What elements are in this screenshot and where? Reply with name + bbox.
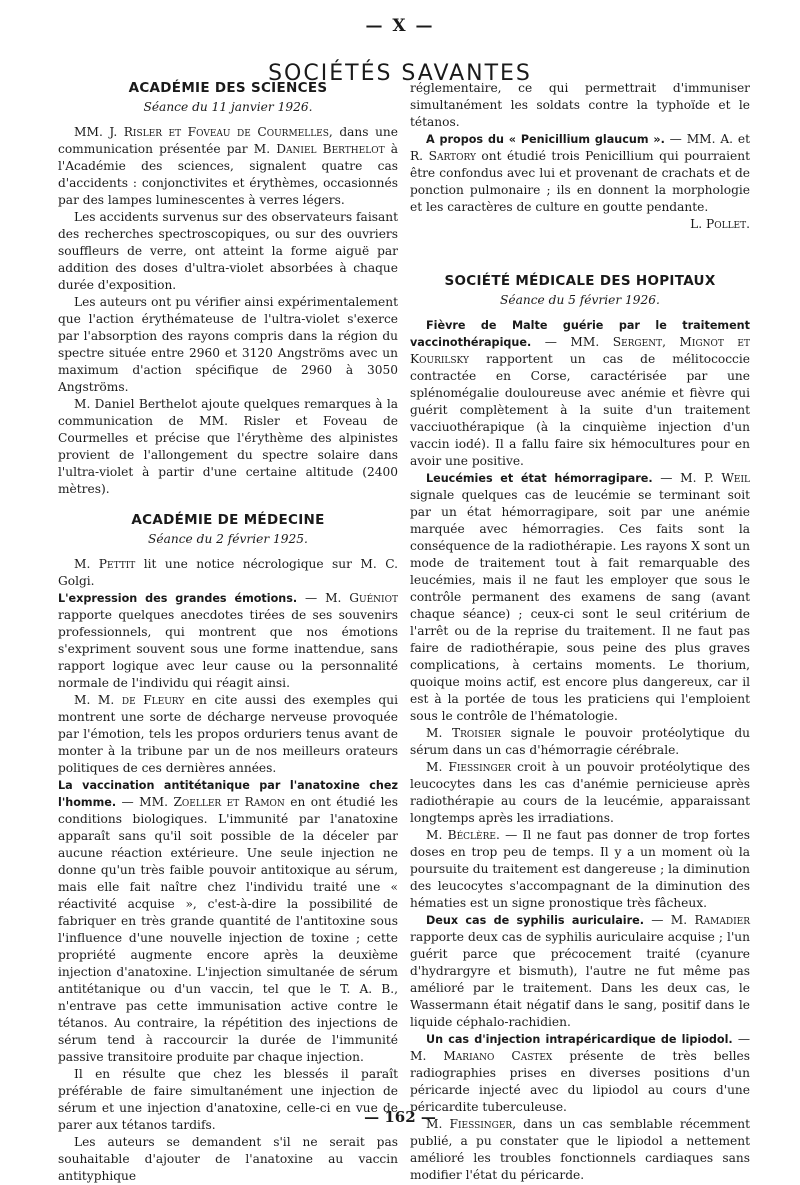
topic-heading: Leucémies et état hémorragipare. <box>426 472 653 485</box>
author-name: Daniel Berthelot <box>276 142 385 156</box>
author-names: MM. J. Risler et Foveau de Courmelles, <box>74 125 333 139</box>
topic-heading: Deux cas de syphilis auriculaire. <box>426 914 644 927</box>
paragraph <box>58 692 398 777</box>
author-name: Mariano Castex <box>443 1049 553 1063</box>
author-name: Guéniot <box>349 591 398 605</box>
paragraph <box>410 1031 750 1116</box>
paragraph <box>410 912 750 1031</box>
paragraph <box>58 777 398 1066</box>
author-name: M. Fiessinger <box>426 760 512 774</box>
text: signale quelques cas de leucémie se terminant soit par un état hémorragipare, soit par une anémie marquée avec hémorragies. Ces faits sont la conséquence de la radiothérapie. Les rayons X sont un mode de traitement tout à fait remarquable des leucémies, mais il ne faut les employer que sous le contrôle permanent des examens de sang (avant chaque séance) ; ceux-ci sont le seul critérium de l'arrêt ou de la reprise du traitement. Il ne faut pas faire de radiothérapie, sous peine des plus graves complications, à certains moments. Le thorium, quoique moins actif, est encore plus dangereux, car il est à la portée de tous les praticiens qui l'emploient sous le contrôle de l'hématologie. <box>410 488 750 723</box>
text: croit à un pouvoir protéolytique des leucocytes dans les cas d'anémie pernicieuse après radiothérapie au cours de la leucémie, apparaissant longtemps après les irradiations. <box>410 760 750 825</box>
text: — MM. <box>116 795 174 809</box>
topic-heading: La vaccination antitétanique par l'anatoxine chez l'homme. <box>58 779 398 809</box>
text: — M. <box>410 1032 751 1063</box>
text: — M. P. <box>652 471 722 485</box>
paragraph <box>410 470 750 725</box>
author-name: Ramadier <box>694 913 750 927</box>
signature: L. Pollet. <box>690 217 750 231</box>
paragraph <box>410 725 750 759</box>
paragraph <box>410 827 750 912</box>
page-title: SOCIÉTÉS SAVANTES <box>268 60 532 86</box>
author-name: M. Fiessinger, <box>426 1117 517 1131</box>
section-title-academie-sciences: ACADÉMIE DES SCIENCES <box>128 80 328 96</box>
topic-heading: Un cas d'injection intrapéricardique de lipiodol. <box>426 1033 733 1046</box>
paragraph: Les auteurs ont pu vérifier ainsi expérimentalement que l'action érythémateuse de l'ultra-violet s'exerce par l'absorption des rayons compris dans la région du spectre située entre 2960 et 3120 Angströms avec un maximum d'action spécifique de 2960 à 3050 Angströms. <box>58 295 398 394</box>
text: dans une communication présentée par M. <box>58 125 398 156</box>
section-date-societe-medicale: Séance du 5 février 1926. <box>500 293 660 307</box>
text: — MM. <box>531 335 613 349</box>
topic-heading: L'expression des grandes émotions. <box>58 592 298 605</box>
text: rapportent un cas de mélitococcie contractée en Corse, caractérisée par une splénomégalie douloureuse avec anémie et fièvre qui guérit complètement à la suite d'un traitement vacciuothérapique (à la cinquième injection d'un vaccin iodé). Il a fallu faire six hémocultures pour en avoir une positive. <box>410 352 750 468</box>
section-date-academie-sciences: Séance du 11 janvier 1926. <box>143 100 313 114</box>
paragraph <box>410 131 750 216</box>
page-number: — 162 — <box>364 1108 436 1126</box>
right-column <box>410 80 750 1184</box>
paragraph: réglementaire, ce qui permettrait d'immuniser simultanément les soldats contre la typhoïde et le tétanos. <box>410 81 750 129</box>
paragraph <box>410 1116 750 1184</box>
paragraph: Les auteurs se demandent s'il ne serait pas souhaitable d'ajouter de l'anatoxine au vaccin antityphique <box>58 1135 398 1183</box>
text: — Il ne faut pas donner de trop fortes doses en trop peu de temps. Il y a un moment où la poursuite du traitement est dangereuse ; la diminution des leucocytes s'accompagnant de la diminution des hématies est un signe pronostique très fâcheux. <box>410 828 751 910</box>
text: rapporte quelques anecdotes tirées de ses souvenirs professionnels, qui montrent que nos émotions s'expriment souvent sous une forme inattendue, sans rapport logique avec leur cause ou la personnalité normale de l'individu qui réagit ainsi. <box>58 608 398 690</box>
paragraph: Il en résulte que chez les blessés il paraît préférable de faire simultanément une injection de sérum et une injection d'anatoxine, celle-ci en vue de parer aux tétanos tardifs. <box>58 1067 398 1132</box>
left-column <box>58 80 398 1185</box>
author-name: M. Pettit <box>74 557 136 571</box>
paragraph <box>58 556 398 590</box>
text: — M. <box>297 591 350 605</box>
topic-heading: A propos du « Penicillium glaucum ». <box>426 133 665 146</box>
section-title-academie-medecine: ACADÉMIE DE MÉDECINE <box>131 512 325 528</box>
text: en ont étudié les conditions biologiques. L'immunité par l'anatoxine apparaît sans qu'il soit possible de la déceler par aucune réaction extérieure. Une seule injection ne donne qu'un très faible pouvoir antitoxique au sérum, mais elle fait naître chez l'individu traité une « réactivité acquise », c'est-à-dire la possibilité de fabriquer en très grande quantité de l'antitoxine sous l'influence d'une nouvelle injection de toxine ; cette propriété augmente encore après la deuxième injection d'anatoxine. L'injection simultanée de sérum antitétanique ou d'un vaccin, tel que le T. A. B., n'entrave pas cette immunisation active contre le tétanos. Au contraire, la répétition des injections de sérum tend à raccourcir la durée de l'immunité passive transitoire produite par chaque injection. <box>58 795 398 1064</box>
paragraph <box>58 590 398 692</box>
topic-heading: Fièvre de Malte guérie par le traitement vaccinothérapique. <box>410 319 750 349</box>
section-title-societe-medicale: SOCIÉTÉ MÉDICALE DES HOPITAUX <box>444 273 716 289</box>
paragraph: M. Daniel Berthelot ajoute quelques remarques à la communication de MM. Risler et Foveau de Courmelles et précise que l'érythème des alpinistes provient de l'allongement du spectre solaire dans l'ultra-violet à partir d'une certaine altitude (2400 mètres). <box>58 397 398 496</box>
paragraph <box>58 124 398 209</box>
text: — MM. A. et R. <box>410 132 750 163</box>
text: en cite aussi des exemples qui montrent une sorte de décharge nerveuse provoquée par l'émotion, tels les propos orduriers tenus avant de monter à la tribune par un de nos meilleurs orateurs politiques de ces dernières années. <box>58 693 398 775</box>
author-name: M. Béclère. <box>426 828 500 842</box>
author-name: Sartory <box>428 149 476 163</box>
text: présente de très belles radiographies prises en diverses positions d'un péricarde injecté avec du lipiodol au cours d'une péricardite tuberculeuse. <box>410 1049 750 1114</box>
author-name: M. Troisier <box>426 726 501 740</box>
section-date-academie-medecine: Séance du 2 février 1925. <box>148 532 308 546</box>
text: à l'Académie des sciences, signalent quatre cas d'accidents : conjonctivites et érythèmes, occasionnés par des lampes luminescentes à verres légers. <box>58 142 399 207</box>
text: — M. <box>643 913 695 927</box>
page-header-roman: — X — <box>365 16 435 36</box>
text: ont étudié trois Penicillium qui pourraient être confondus avec lui et provenant de crachats et de ponction pulmonaire ; ils en donnent la morphologie et les caractères de culture en goutte pendante. <box>410 149 750 214</box>
author-name: Weil <box>721 471 751 485</box>
text: lit une notice nécrologique sur M. C. Golgi. <box>58 557 398 588</box>
text: signale le pouvoir protéolytique du sérum dans un cas d'hémorragie cérébrale. <box>410 726 750 757</box>
author-names: Sergent, Mignot et Kourilsky <box>410 335 750 366</box>
paragraph <box>410 317 750 470</box>
author-names: Zoeller et Ramon <box>173 795 285 809</box>
text: rapporte deux cas de syphilis auriculaire acquise ; l'un guérit parce que précocement traité (cyanure d'hydrargyre et bismuth), l'autre ne fut même pas amélioré par le traitement. Dans les deux cas, le Wassermann était négatif dans le sang, positif dans le liquide céphalo-rachidien. <box>410 930 750 1029</box>
paragraph <box>410 759 750 827</box>
text: dans un cas semblable récemment publié, a pu constater que le lipiodol a nettement amélioré les troubles fonctionnels cardiaques sans modifier l'état du péricarde. <box>410 1117 750 1182</box>
paragraph: Les accidents survenus sur des observateurs faisant des recherches spectroscopiques, ou sur des ouvriers souffleurs de verre, ont atteint la forme aiguë par addition des doses d'ultra-violet absorbées à chaque durée d'exposition. <box>58 210 398 292</box>
author-name: M. M. de Fleury <box>74 693 185 707</box>
